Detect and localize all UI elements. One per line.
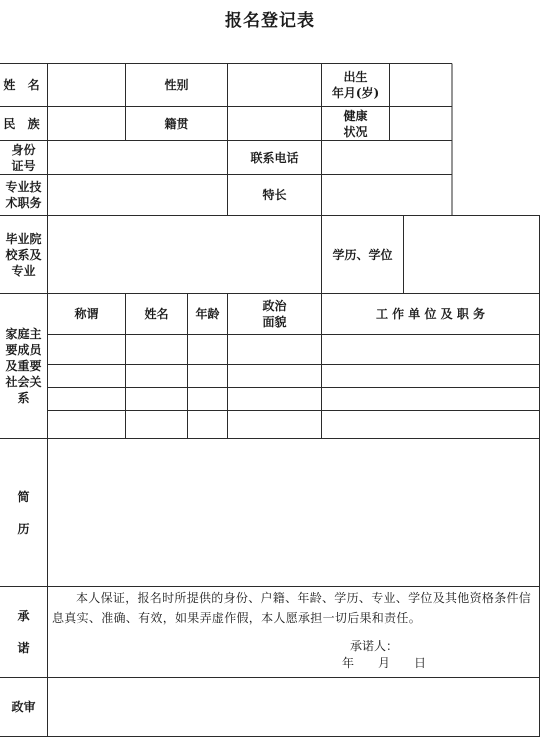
input-ethnicity[interactable]: [48, 107, 125, 140]
promise-signer: 承诺人：: [350, 639, 399, 653]
family-header-political: 政治 面貌: [262, 299, 287, 329]
label-resume: 简 历: [17, 489, 30, 536]
input-id-number[interactable]: [48, 141, 227, 174]
label-ethnicity: 民 族: [3, 116, 44, 131]
input-birth[interactable]: [390, 64, 452, 106]
label-graduate-school: 毕业院 校系及 专业: [5, 231, 42, 278]
family-header-name: 姓名: [144, 307, 169, 321]
label-specialty: 特长: [262, 188, 287, 202]
label-degree: 学历、学位: [332, 247, 393, 262]
input-tech-title[interactable]: [48, 175, 227, 215]
family-header-work: 工 作 单 位 及 职 务: [375, 307, 486, 321]
input-native-place[interactable]: [228, 107, 321, 140]
label-tech-title: 专业技 术职务: [5, 180, 42, 210]
label-phone: 联系电话: [250, 150, 299, 165]
input-gender[interactable]: [228, 64, 321, 106]
label-promise: 承 诺: [17, 609, 30, 655]
family-row[interactable]: [48, 335, 539, 364]
label-name: 姓 名: [3, 78, 44, 92]
page-title: 报名登记表: [225, 11, 315, 31]
label-gender: 性别: [164, 78, 189, 92]
family-row[interactable]: [48, 411, 539, 438]
input-review[interactable]: [48, 678, 539, 736]
label-family: 家庭主 要成员 及重要 社会关 系: [5, 327, 42, 405]
family-row[interactable]: [48, 365, 539, 387]
family-header-age: 年龄: [195, 307, 220, 321]
family-row[interactable]: [48, 388, 539, 410]
input-degree[interactable]: [404, 216, 539, 293]
promise-date: 年 月 日: [342, 656, 427, 670]
label-native-place: 籍贯: [164, 116, 189, 131]
input-phone[interactable]: [322, 141, 452, 174]
family-header-relation: 称谓: [74, 307, 99, 321]
photo-area: [453, 64, 540, 215]
label-birth: 出生 年月(岁): [331, 70, 380, 100]
label-health: 健康 状况: [343, 108, 368, 139]
input-graduate-school[interactable]: [48, 216, 321, 293]
promise-text: 本人保证，报名时所提供的身份、户籍、年龄、学历、专业、学位及其他资格条件信息真实、准确、有效，如果弄虚作假，本人愿承担一切后果和责任。: [52, 591, 532, 625]
input-health[interactable]: [390, 107, 452, 140]
input-specialty[interactable]: [322, 175, 452, 215]
label-id-number: 身份 证号: [11, 142, 36, 173]
input-resume[interactable]: [48, 439, 539, 586]
label-review: 政审: [11, 700, 36, 714]
input-name[interactable]: [48, 64, 125, 106]
